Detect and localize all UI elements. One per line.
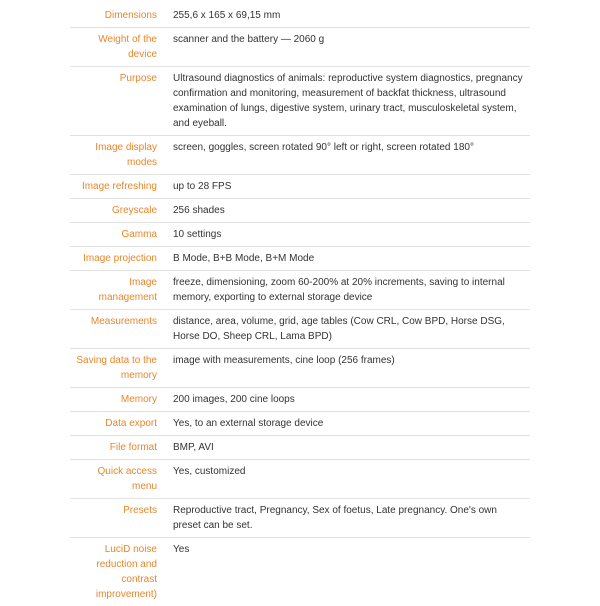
spec-value: up to 28 FPS [173,175,530,199]
spec-value: 256 shades [173,199,530,223]
spec-value: 255,6 x 165 x 69,15 mm [173,0,530,28]
spec-row [70,136,530,175]
spec-label: Weight of the device [70,28,173,67]
spec-label: LuciD noise reduction and contrast improvement) [70,538,173,606]
spec-label: Data export [70,412,173,436]
spec-row [70,436,530,460]
spec-row [70,175,530,199]
spec-row [70,0,530,28]
spec-row [70,271,530,310]
spec-row [70,310,530,349]
spec-label: Image projection [70,247,173,271]
spec-row [70,388,530,412]
spec-label: File format [70,436,173,460]
spec-row [70,349,530,388]
spec-label: Greyscale [70,199,173,223]
spec-label: Gamma [70,223,173,247]
spec-row [70,199,530,223]
spec-row [70,499,530,538]
spec-value: distance, area, volume, grid, age tables (Cow CRL, Cow BPD, Horse DSG, Horse DO, Sheep CRL, Lama BPD) [173,310,530,349]
spec-value: Yes, to an external storage device [173,412,530,436]
spec-label: Presets [70,499,173,538]
spec-row [70,538,530,606]
spec-row [70,412,530,436]
spec-row [70,28,530,67]
spec-value: BMP, AVI [173,436,530,460]
spec-label: Saving data to the memory [70,349,173,388]
spec-value: 10 settings [173,223,530,247]
spec-value: Ultrasound diagnostics of animals: reproductive system diagnostics, pregnancy confirmation and monitoring, measurement of backfat thickness, ultrasound examination of lungs, digestive system, urinary tract, musculoskeletal system, and eyeball. [173,67,530,136]
spec-label: Memory [70,388,173,412]
spec-value: Yes, customized [173,460,530,499]
spec-label: Measurements [70,310,173,349]
spec-label: Image refreshing [70,175,173,199]
spec-row [70,67,530,136]
spec-value: freeze, dimensioning, zoom 60-200% at 20% increments, saving to internal memory, exporting to external storage device [173,271,530,310]
spec-row [70,247,530,271]
spec-value: image with measurements, cine loop (256 frames) [173,349,530,388]
spec-label: Dimensions [70,0,173,28]
spec-value: Reproductive tract, Pregnancy, Sex of foetus, Late pregnancy. One's own preset can be set. [173,499,530,538]
spec-label: Quick access menu [70,460,173,499]
spec-value: B Mode, B+B Mode, B+M Mode [173,247,530,271]
spec-label: Purpose [70,67,173,136]
spec-value: screen, goggles, screen rotated 90° left or right, screen rotated 180° [173,136,530,175]
specifications-body [70,0,530,606]
spec-value: 200 images, 200 cine loops [173,388,530,412]
specifications-table [70,0,530,606]
spec-row [70,460,530,499]
spec-value: Yes [173,538,530,606]
spec-label: Image management [70,271,173,310]
spec-label: Image display modes [70,136,173,175]
spec-row [70,223,530,247]
spec-value: scanner and the battery — 2060 g [173,28,530,67]
